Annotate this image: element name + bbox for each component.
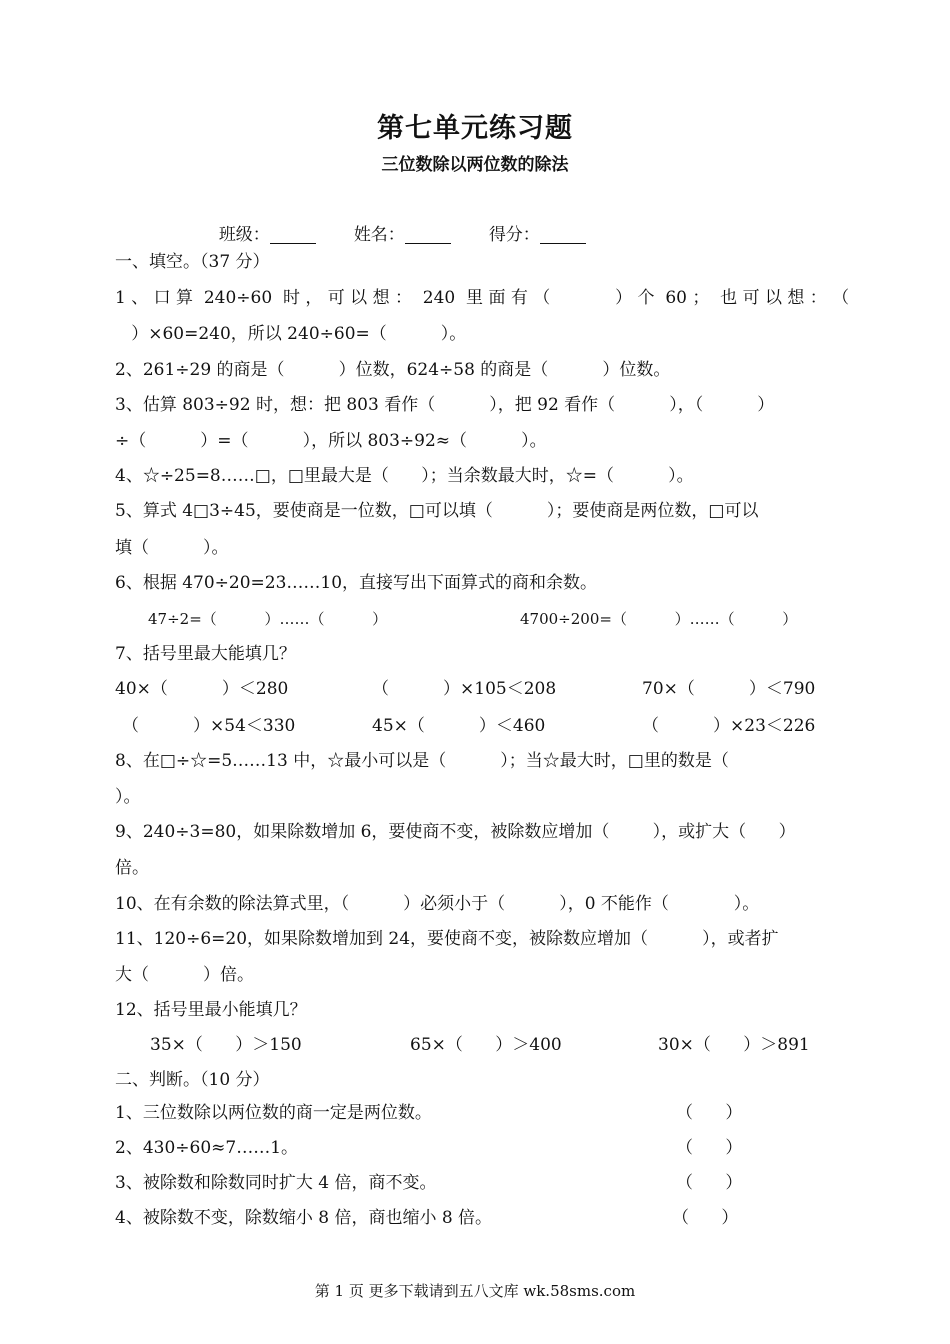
page-title: 第七单元练习题 [377,113,573,144]
q11-line2: 大（ ）倍。 [115,965,255,985]
section1-heading: 一、填空。（37 分） [115,252,270,272]
judge-item-3-mark: （ ） [676,1173,743,1193]
judge-item-2-text: 2、430÷60≈7……1。 [115,1138,299,1158]
q6-line: 6、根据 470÷20=23……10，直接写出下面算式的商和余数。 [115,573,598,593]
q3-line1: 3、估算 803÷92 时，想：把 803 看作（ ），把 92 看作（ ），（ ） [115,395,775,415]
judge-item-1-text: 1、三位数除以两位数的商一定是两位数。 [115,1103,432,1123]
q5-line1: 5、算式 4□3÷45，要使商是一位数，□可以填（ ）；要使商是两位数，□可以 [115,501,759,521]
name-label: 姓名： [353,225,405,245]
judge-item-2-mark: （ ） [676,1138,743,1158]
q11-line1: 11、120÷6=20，如果除数增加到 24，要使商不变，被除数应增加（ ），或者扩 [115,929,779,949]
name-blank [405,227,451,244]
judge-item-3-text: 3、被除数和除数同时扩大 4 倍，商不变。 [115,1173,437,1193]
q2-line: 2、261÷29 的商是（ ）位数，624÷58 的商是（ ）位数。 [115,360,671,380]
q10-line: 10、在有余数的除法算式里，（ ）必须小于（ ），0 不能作（ ）。 [115,894,760,914]
q1-line2: ）×60=240，所以 240÷60=（ ）。 [115,324,467,344]
class-label: 班级： [218,225,270,245]
q9-line2: 倍。 [115,858,149,878]
q12-item3: 30×（ ）＞891 [658,1035,810,1055]
q12-item1: 35×（ ）＞150 [150,1035,302,1055]
q7-row2-item2: 45×（ ）＜460 [372,716,546,736]
q8-line2: ）。 [115,787,141,807]
section2-heading: 二、判断。（10 分） [115,1070,270,1090]
q8-line1: 8、在□÷☆=5……13 中，☆最小可以是（ ）；当☆最大时，□里的数是（ [115,751,729,771]
q7-row1-item1: 40×（ ）＜280 [115,679,289,699]
q7-row1-item3: 70×（ ）＜790 [642,679,816,699]
q5-line2: 填（ ）。 [115,538,229,558]
student-info [208,200,586,245]
judge-item-4-text: 4、被除数不变，除数缩小 8 倍，商也缩小 8 倍。 [115,1208,493,1228]
q7-row1-item2: （ ）×105＜208 [372,679,557,699]
score-label: 得分： [488,225,540,245]
q7-row2-item3: （ ）×23＜226 [642,716,816,736]
class-blank [270,227,316,244]
page-subtitle: 三位数除以两位数的除法 [381,155,569,175]
q3-line2: ÷（ ）=（ ），所以 803÷92≈（ ）。 [115,431,547,451]
q7-line: 7、括号里最大能填几？ [115,644,296,664]
judge-item-1-mark: （ ） [676,1103,743,1123]
q6-item-1: 47÷2=（ ）……（ ） [148,610,388,628]
q6-item-2: 4700÷200=（ ）……（ ） [520,610,798,628]
q12-line: 12、括号里最小能填几？ [115,1000,307,1020]
q1-line1: 1 、 口 算 240÷60 时 ， 可 以 想 ： 240 里 面 有 （ ） 个 60 ； 也 可 以 想 ： （ [115,288,850,308]
q7-row2-item1: （ ）×54＜330 [122,716,296,736]
q9-line1: 9、240÷3=80，如果除数增加 6，要使商不变，被除数应增加（ ），或扩大（ ） [115,822,796,842]
score-blank [540,227,586,244]
page-footer: 第 1 页 更多下载请到五八文库 wk.58sms.com [314,1282,636,1300]
judge-item-4-mark: （ ） [672,1208,739,1228]
q4-line: 4、☆÷25=8……□，□里最大是（ ）；当余数最大时，☆=（ ）。 [115,466,694,486]
q12-item2: 65×（ ）＞400 [410,1035,562,1055]
